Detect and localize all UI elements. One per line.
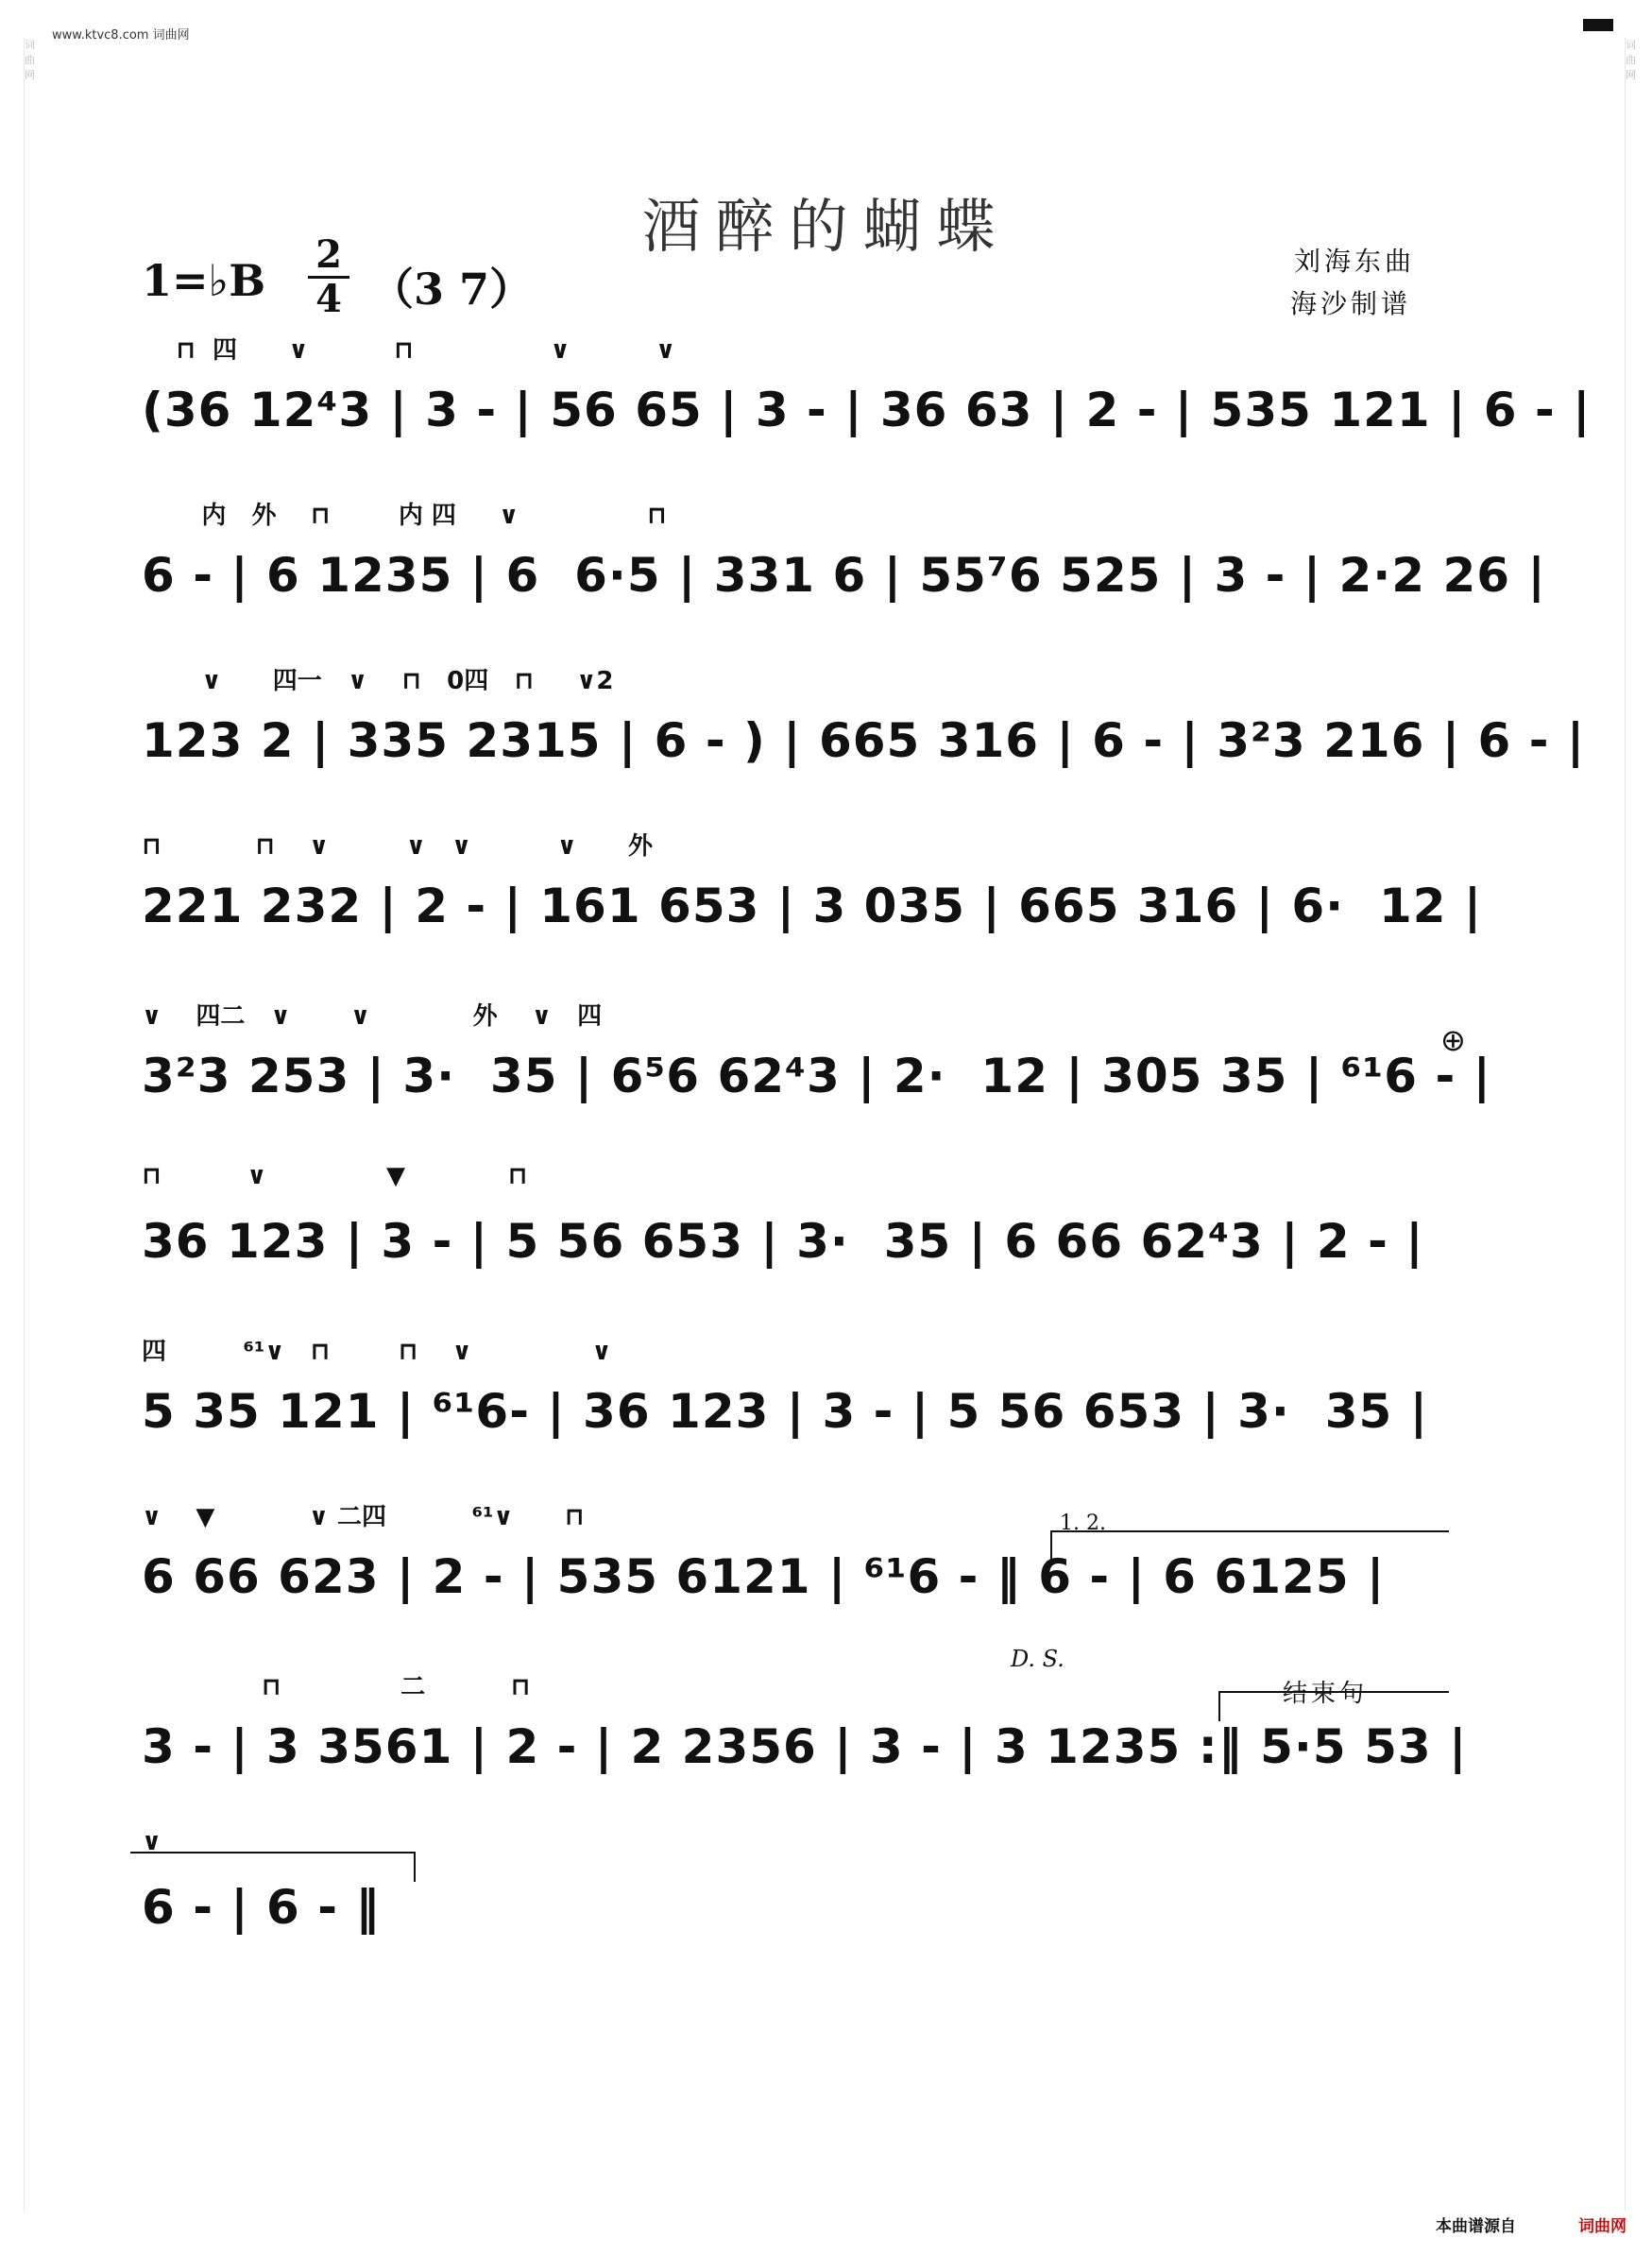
staff-line-5 xyxy=(142,997,1491,1110)
dal-segno-mark: D. S. xyxy=(1011,1646,1064,1672)
bowing-marks: ∨ 四二 ∨ ∨ 外 ∨ 四 xyxy=(142,1002,603,1031)
bowing-marks: ⊓ 四 ∨ ⊓ ∨ ∨ xyxy=(142,336,676,365)
bowing-marks: ⊓ ⊓ ∨ ∨ ∨ ∨ 外 xyxy=(142,832,654,861)
staff-line-4 xyxy=(142,827,1483,940)
arranger-credit: 海沙制谱 xyxy=(1290,288,1412,319)
staff-line-9 xyxy=(142,1667,1468,1781)
footer-source-label: 本曲谱源自 xyxy=(1436,2217,1516,2236)
segno-icon: ⊕ xyxy=(1440,1022,1466,1058)
bowing-marks: 内 外 ⊓ 内 四 ∨ ⊓ xyxy=(142,502,667,530)
composer-credit: 刘海东曲 xyxy=(1294,246,1416,277)
volta-bracket xyxy=(1050,1512,1449,1561)
notation-row: 6 - | 6 - ‖ xyxy=(142,1880,381,1935)
bowing-marks: ⊓ ∨ ▼ ⊓ xyxy=(142,1162,528,1190)
side-strip-text: 词曲网 xyxy=(1626,39,1636,81)
left-side-strip xyxy=(24,38,43,2211)
bowing-marks: ∨ xyxy=(142,1828,162,1856)
notation-row: 6 - | 6 1235 | 6 6·5 | 331 6 | 55⁷6 525 | 3 - | 2·2 26 | xyxy=(142,548,1546,603)
corner-mark xyxy=(1583,19,1613,31)
notation-row: 3 - | 3 3561 | 2 - | 2 2356 | 3 - | 3 1235 :‖ 5·5 53 | xyxy=(142,1719,1468,1774)
notation-row: 6 66 623 | 2 - | 535 6121 | ⁶¹6 - ‖ 6 - | 6 6125 | xyxy=(142,1549,1386,1604)
bowing-marks: ∨ 四一 ∨ ⊓ 0四 ⊓ ∨2 xyxy=(142,667,614,695)
notation-row: 123 2 | 335 2315 | 6 - ) | 665 316 | 6 - | 3²3 216 | 6 - | xyxy=(142,713,1586,768)
right-side-strip xyxy=(1625,38,1644,2211)
side-strip-text: 词曲网 xyxy=(25,39,35,81)
notation-row: 3²3 253 | 3· 35 | 6⁵6 62⁴3 | 2· 12 | 305 35 | ⁶¹6 - | xyxy=(142,1049,1491,1103)
song-title: 酒醉的蝴蝶 xyxy=(641,192,1011,261)
staff-line-3 xyxy=(142,661,1586,775)
volta-label: 1. 2. xyxy=(1060,1512,1106,1535)
bowing-marks: ⊓ 二 ⊓ xyxy=(142,1673,531,1701)
time-signature xyxy=(308,232,349,321)
notation-row: 221 232 | 2 - | 161 653 | 3 035 | 665 316 | 6· 12 | xyxy=(142,879,1483,933)
footer-site-link[interactable]: 词曲网 xyxy=(1578,2217,1626,2236)
ending-label: 结束句 xyxy=(1283,1680,1369,1708)
bowing-marks: ∨ ▼ ∨ 二四 ⁶¹∨ ⊓ xyxy=(142,1503,585,1531)
notation-row: (36 12⁴3 | 3 - | 56 65 | 3 - | 36 63 | 2 - | 535 121 | 6 - | xyxy=(142,383,1592,437)
notation-row: 36 123 | 3 - | 5 56 653 | 3· 35 | 6 66 62⁴3 | 2 - | xyxy=(142,1214,1424,1269)
source-url[interactable]: www.ktvc8.com 词曲网 xyxy=(52,28,190,43)
bowing-marks: 四 ⁶¹∨ ⊓ ⊓ ∨ ∨ xyxy=(142,1338,612,1366)
final-bracket xyxy=(130,1852,416,1882)
staff-line-6 xyxy=(142,1162,1455,1275)
time-signature-numerator: 2 xyxy=(308,236,349,279)
time-signature-denominator: 4 xyxy=(315,277,342,321)
staff-line-10 xyxy=(142,1828,1455,1941)
intro-notes: （3 7） xyxy=(370,264,534,315)
notation-row: 5 35 121 | ⁶¹6- | 36 123 | 3 - | 5 56 653 | 3· 35 | xyxy=(142,1384,1428,1439)
key-signature: 1=♭B xyxy=(142,255,266,306)
staff-line-2 xyxy=(142,496,1546,609)
staff-line-7 xyxy=(142,1332,1455,1445)
staff-line-1 xyxy=(142,331,1592,444)
